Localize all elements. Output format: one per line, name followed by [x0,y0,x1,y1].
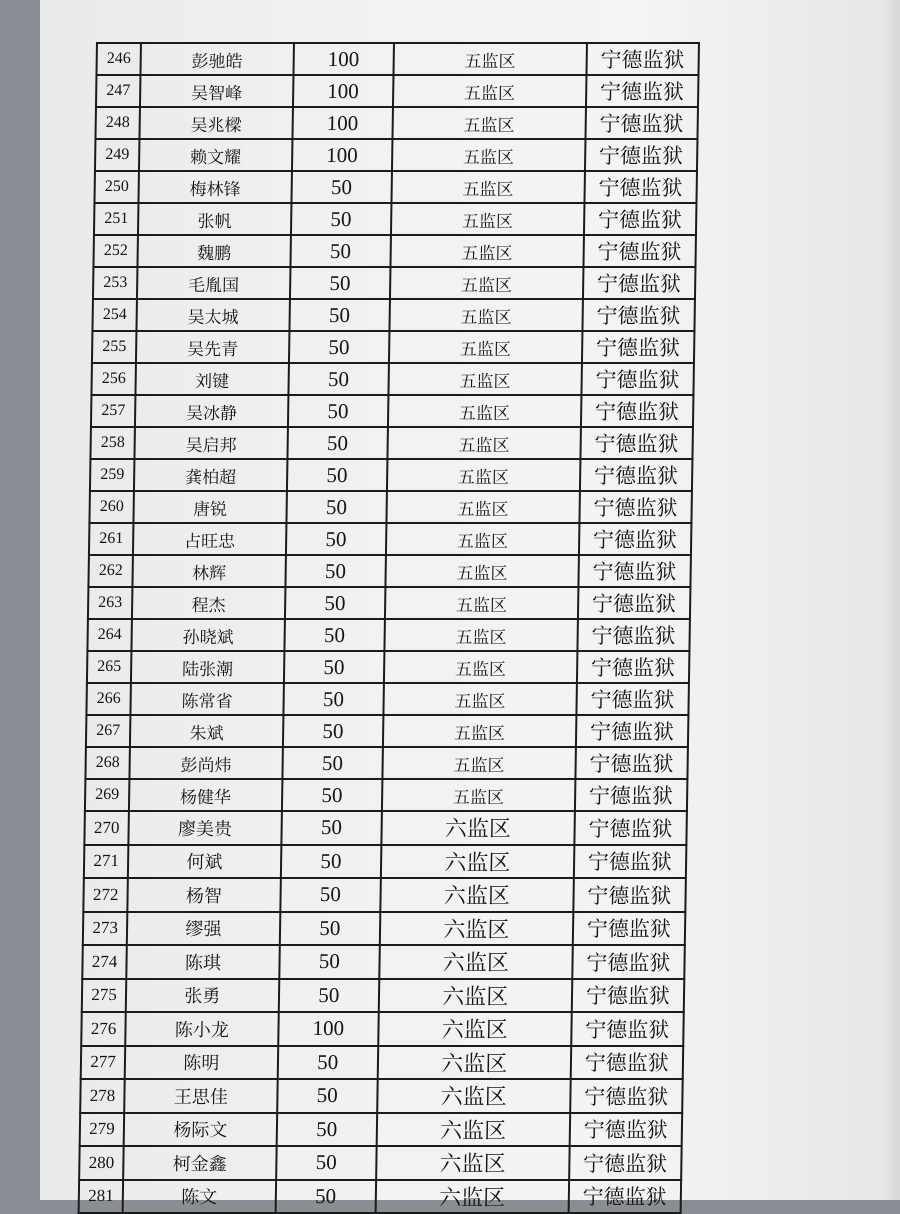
prison-area: 五监区 [393,43,586,75]
amount: 50 [277,1046,378,1080]
prison-area: 六监区 [381,845,574,879]
prison-name: 宁德监狱 [583,235,696,267]
row-number: 277 [81,1046,126,1080]
row-number: 271 [84,845,129,879]
row-number: 257 [91,395,136,427]
prison-area: 五监区 [386,491,579,523]
prison-name: 宁德监狱 [585,107,698,139]
person-name: 杨智 [127,878,280,912]
person-name: 缪强 [127,912,280,946]
amount: 50 [275,1180,376,1214]
prison-name: 宁德监狱 [569,1113,682,1147]
table-row [85,779,688,811]
table-row [84,845,687,879]
row-number: 259 [90,459,135,491]
person-name: 孙晓斌 [132,619,285,651]
prison-area: 五监区 [382,747,575,779]
prison-name: 宁德监狱 [573,845,686,879]
prison-area: 五监区 [384,651,577,683]
amount: 100 [292,139,393,171]
prison-area: 五监区 [382,779,575,811]
table-row [89,523,692,555]
prison-name: 宁德监狱 [586,75,699,107]
amount: 50 [291,171,392,203]
prison-name: 宁德监狱 [580,427,693,459]
row-number: 270 [84,811,129,845]
prison-name: 宁德监狱 [585,139,698,171]
person-name: 何斌 [128,845,281,879]
prison-area: 六监区 [376,1180,569,1214]
amount: 50 [289,299,390,331]
table-row [92,331,695,363]
prison-area: 五监区 [393,75,586,107]
amount: 50 [282,779,383,811]
prison-area: 五监区 [384,619,577,651]
prison-name: 宁德监狱 [584,171,697,203]
row-number: 267 [86,715,131,747]
table-row [95,139,698,171]
prison-area: 六监区 [378,1012,571,1046]
prison-area: 六监区 [380,878,573,912]
prison-area: 六监区 [381,811,574,845]
amount: 50 [276,1113,377,1147]
person-name: 魏鹏 [138,235,291,267]
table-row [93,267,696,299]
table-row [95,107,698,139]
person-name: 林辉 [133,555,286,587]
table-row [82,979,685,1013]
prison-area: 五监区 [387,427,580,459]
row-number: 273 [83,912,128,946]
prison-name: 宁德监狱 [577,619,690,651]
prison-area: 六监区 [377,1079,570,1113]
row-number: 249 [95,139,140,171]
prison-name: 宁德监狱 [572,945,685,979]
amount: 50 [280,878,381,912]
person-name: 张帆 [138,203,291,235]
person-name: 赖文耀 [139,139,292,171]
table-row [86,715,689,747]
row-number: 263 [88,587,133,619]
amount: 100 [292,107,393,139]
prison-name: 宁德监狱 [568,1180,681,1214]
row-number: 262 [88,555,133,587]
prison-area: 五监区 [389,299,582,331]
amount: 50 [283,683,384,715]
amount: 50 [284,651,385,683]
prison-name: 宁德监狱 [584,203,697,235]
amount: 50 [281,845,382,879]
table-row [91,363,694,395]
person-name: 彭尚炜 [130,747,283,779]
row-number: 276 [81,1012,126,1046]
person-name: 程杰 [132,587,285,619]
prison-area: 六监区 [377,1113,570,1147]
person-name: 杨际文 [124,1113,277,1147]
table-row [90,459,693,491]
table-row [93,235,696,267]
prison-name: 宁德监狱 [575,779,688,811]
table-row [96,43,699,75]
prison-name: 宁德监狱 [579,523,692,555]
amount: 50 [291,203,392,235]
prison-name: 宁德监狱 [575,747,688,779]
table-row [83,912,686,946]
row-number: 280 [79,1146,124,1180]
prison-area: 五监区 [383,715,576,747]
row-number: 268 [85,747,130,779]
row-number: 246 [96,43,141,75]
table-row [92,299,695,331]
prison-name: 宁德监狱 [582,299,695,331]
amount: 50 [286,523,387,555]
amount: 50 [284,619,385,651]
amount: 100 [278,1012,379,1046]
amount: 50 [283,715,384,747]
amount: 50 [287,459,388,491]
table-row [80,1113,683,1147]
row-number: 252 [93,235,138,267]
table-row [88,587,691,619]
amount: 50 [282,747,383,779]
table-row [87,619,690,651]
table-row [83,878,686,912]
amount: 50 [277,1079,378,1113]
prison-name: 宁德监狱 [570,1046,683,1080]
row-number: 254 [92,299,137,331]
roster-table [78,42,700,1214]
prison-name: 宁德监狱 [581,363,694,395]
prison-area: 五监区 [391,171,584,203]
row-number: 248 [95,107,140,139]
prison-name: 宁德监狱 [578,555,691,587]
person-name: 彭驰皓 [141,43,294,75]
row-number: 255 [92,331,137,363]
row-number: 258 [90,427,135,459]
roster-table-body [79,43,699,1213]
table-row [90,427,693,459]
table-row [94,203,697,235]
person-name: 廖美贵 [129,811,282,845]
person-name: 陈文 [123,1180,276,1214]
person-name: 陈明 [125,1046,278,1080]
amount: 50 [279,945,380,979]
prison-area: 五监区 [385,555,578,587]
table-row [81,1046,684,1080]
prison-name: 宁德监狱 [572,912,685,946]
person-name: 陈常省 [131,683,284,715]
person-name: 杨健华 [129,779,282,811]
amount: 50 [278,979,379,1013]
person-name: 王思佳 [124,1079,277,1113]
person-name: 张勇 [126,979,279,1013]
prison-name: 宁德监狱 [577,651,690,683]
prison-area: 五监区 [383,683,576,715]
row-number: 261 [89,523,134,555]
table-row [91,395,694,427]
person-name: 陈琪 [126,945,279,979]
prison-name: 宁德监狱 [574,811,687,845]
prison-name: 宁德监狱 [580,459,693,491]
person-name: 梅林锋 [139,171,292,203]
prison-area: 五监区 [387,459,580,491]
amount: 50 [279,912,380,946]
row-number: 281 [79,1180,124,1214]
amount: 50 [276,1146,377,1180]
row-number: 274 [82,945,127,979]
person-name: 吴先青 [136,331,289,363]
person-name: 吴太城 [137,299,290,331]
prison-area: 五监区 [385,587,578,619]
person-name: 龚柏超 [134,459,287,491]
prison-area: 五监区 [386,523,579,555]
paper-shadow [882,0,900,1200]
person-name: 陆张潮 [131,651,284,683]
person-name: 占旺忠 [133,523,286,555]
amount: 100 [293,75,394,107]
prison-name: 宁德监狱 [571,1012,684,1046]
prison-name: 宁德监狱 [576,683,689,715]
amount: 50 [288,363,389,395]
prison-name: 宁德监狱 [571,979,684,1013]
amount: 50 [288,395,389,427]
row-number: 260 [89,491,134,523]
amount: 50 [287,427,388,459]
row-number: 269 [85,779,130,811]
prison-area: 五监区 [390,267,583,299]
person-name: 吴启邦 [135,427,288,459]
table-row [86,683,689,715]
person-name: 毛胤国 [137,267,290,299]
person-name: 吴兆樑 [140,107,293,139]
prison-name: 宁德监狱 [583,267,696,299]
row-number: 247 [96,75,141,107]
table-row [96,75,699,107]
prison-area: 五监区 [388,395,581,427]
amount: 50 [290,267,391,299]
row-number: 278 [80,1079,125,1113]
table-row [79,1180,682,1214]
person-name: 吴冰静 [135,395,288,427]
table-row [81,1012,684,1046]
prison-area: 六监区 [379,979,572,1013]
prison-name: 宁德监狱 [582,331,695,363]
prison-name: 宁德监狱 [586,43,699,75]
row-number: 250 [94,171,139,203]
person-name: 朱斌 [130,715,283,747]
prison-area: 五监区 [392,107,585,139]
table-row [85,747,688,779]
person-name: 唐锐 [134,491,287,523]
amount: 50 [286,491,387,523]
amount: 100 [293,43,394,75]
amount: 50 [289,331,390,363]
prison-name: 宁德监狱 [576,715,689,747]
prison-area: 五监区 [389,331,582,363]
table-row [84,811,687,845]
person-name: 柯金鑫 [123,1146,276,1180]
amount: 50 [285,587,386,619]
row-number: 279 [80,1113,125,1147]
amount: 50 [285,555,386,587]
prison-area: 六监区 [376,1146,569,1180]
prison-area: 六监区 [380,912,573,946]
table-row [94,171,697,203]
prison-area: 六监区 [378,1046,571,1080]
prison-area: 六监区 [379,945,572,979]
amount: 50 [281,811,382,845]
person-name: 刘键 [136,363,289,395]
row-number: 256 [91,363,136,395]
prison-name: 宁德监狱 [573,878,686,912]
person-name: 吴智峰 [140,75,293,107]
row-number: 265 [87,651,132,683]
prison-area: 五监区 [392,139,585,171]
row-number: 253 [93,267,138,299]
prison-area: 五监区 [390,235,583,267]
row-number: 251 [94,203,139,235]
table-row [89,491,692,523]
prison-area: 五监区 [388,363,581,395]
prison-name: 宁德监狱 [570,1079,683,1113]
row-number: 272 [83,878,128,912]
prison-name: 宁德监狱 [569,1146,682,1180]
row-number: 275 [82,979,127,1013]
prison-name: 宁德监狱 [578,587,691,619]
table-row [80,1079,683,1113]
prison-area: 五监区 [391,203,584,235]
amount: 50 [290,235,391,267]
row-number: 264 [87,619,132,651]
table-row [88,555,691,587]
prison-name: 宁德监狱 [579,491,692,523]
person-name: 陈小龙 [125,1012,278,1046]
row-number: 266 [86,683,131,715]
table-row [79,1146,682,1180]
table-row [87,651,690,683]
table-row [82,945,685,979]
prison-name: 宁德监狱 [581,395,694,427]
